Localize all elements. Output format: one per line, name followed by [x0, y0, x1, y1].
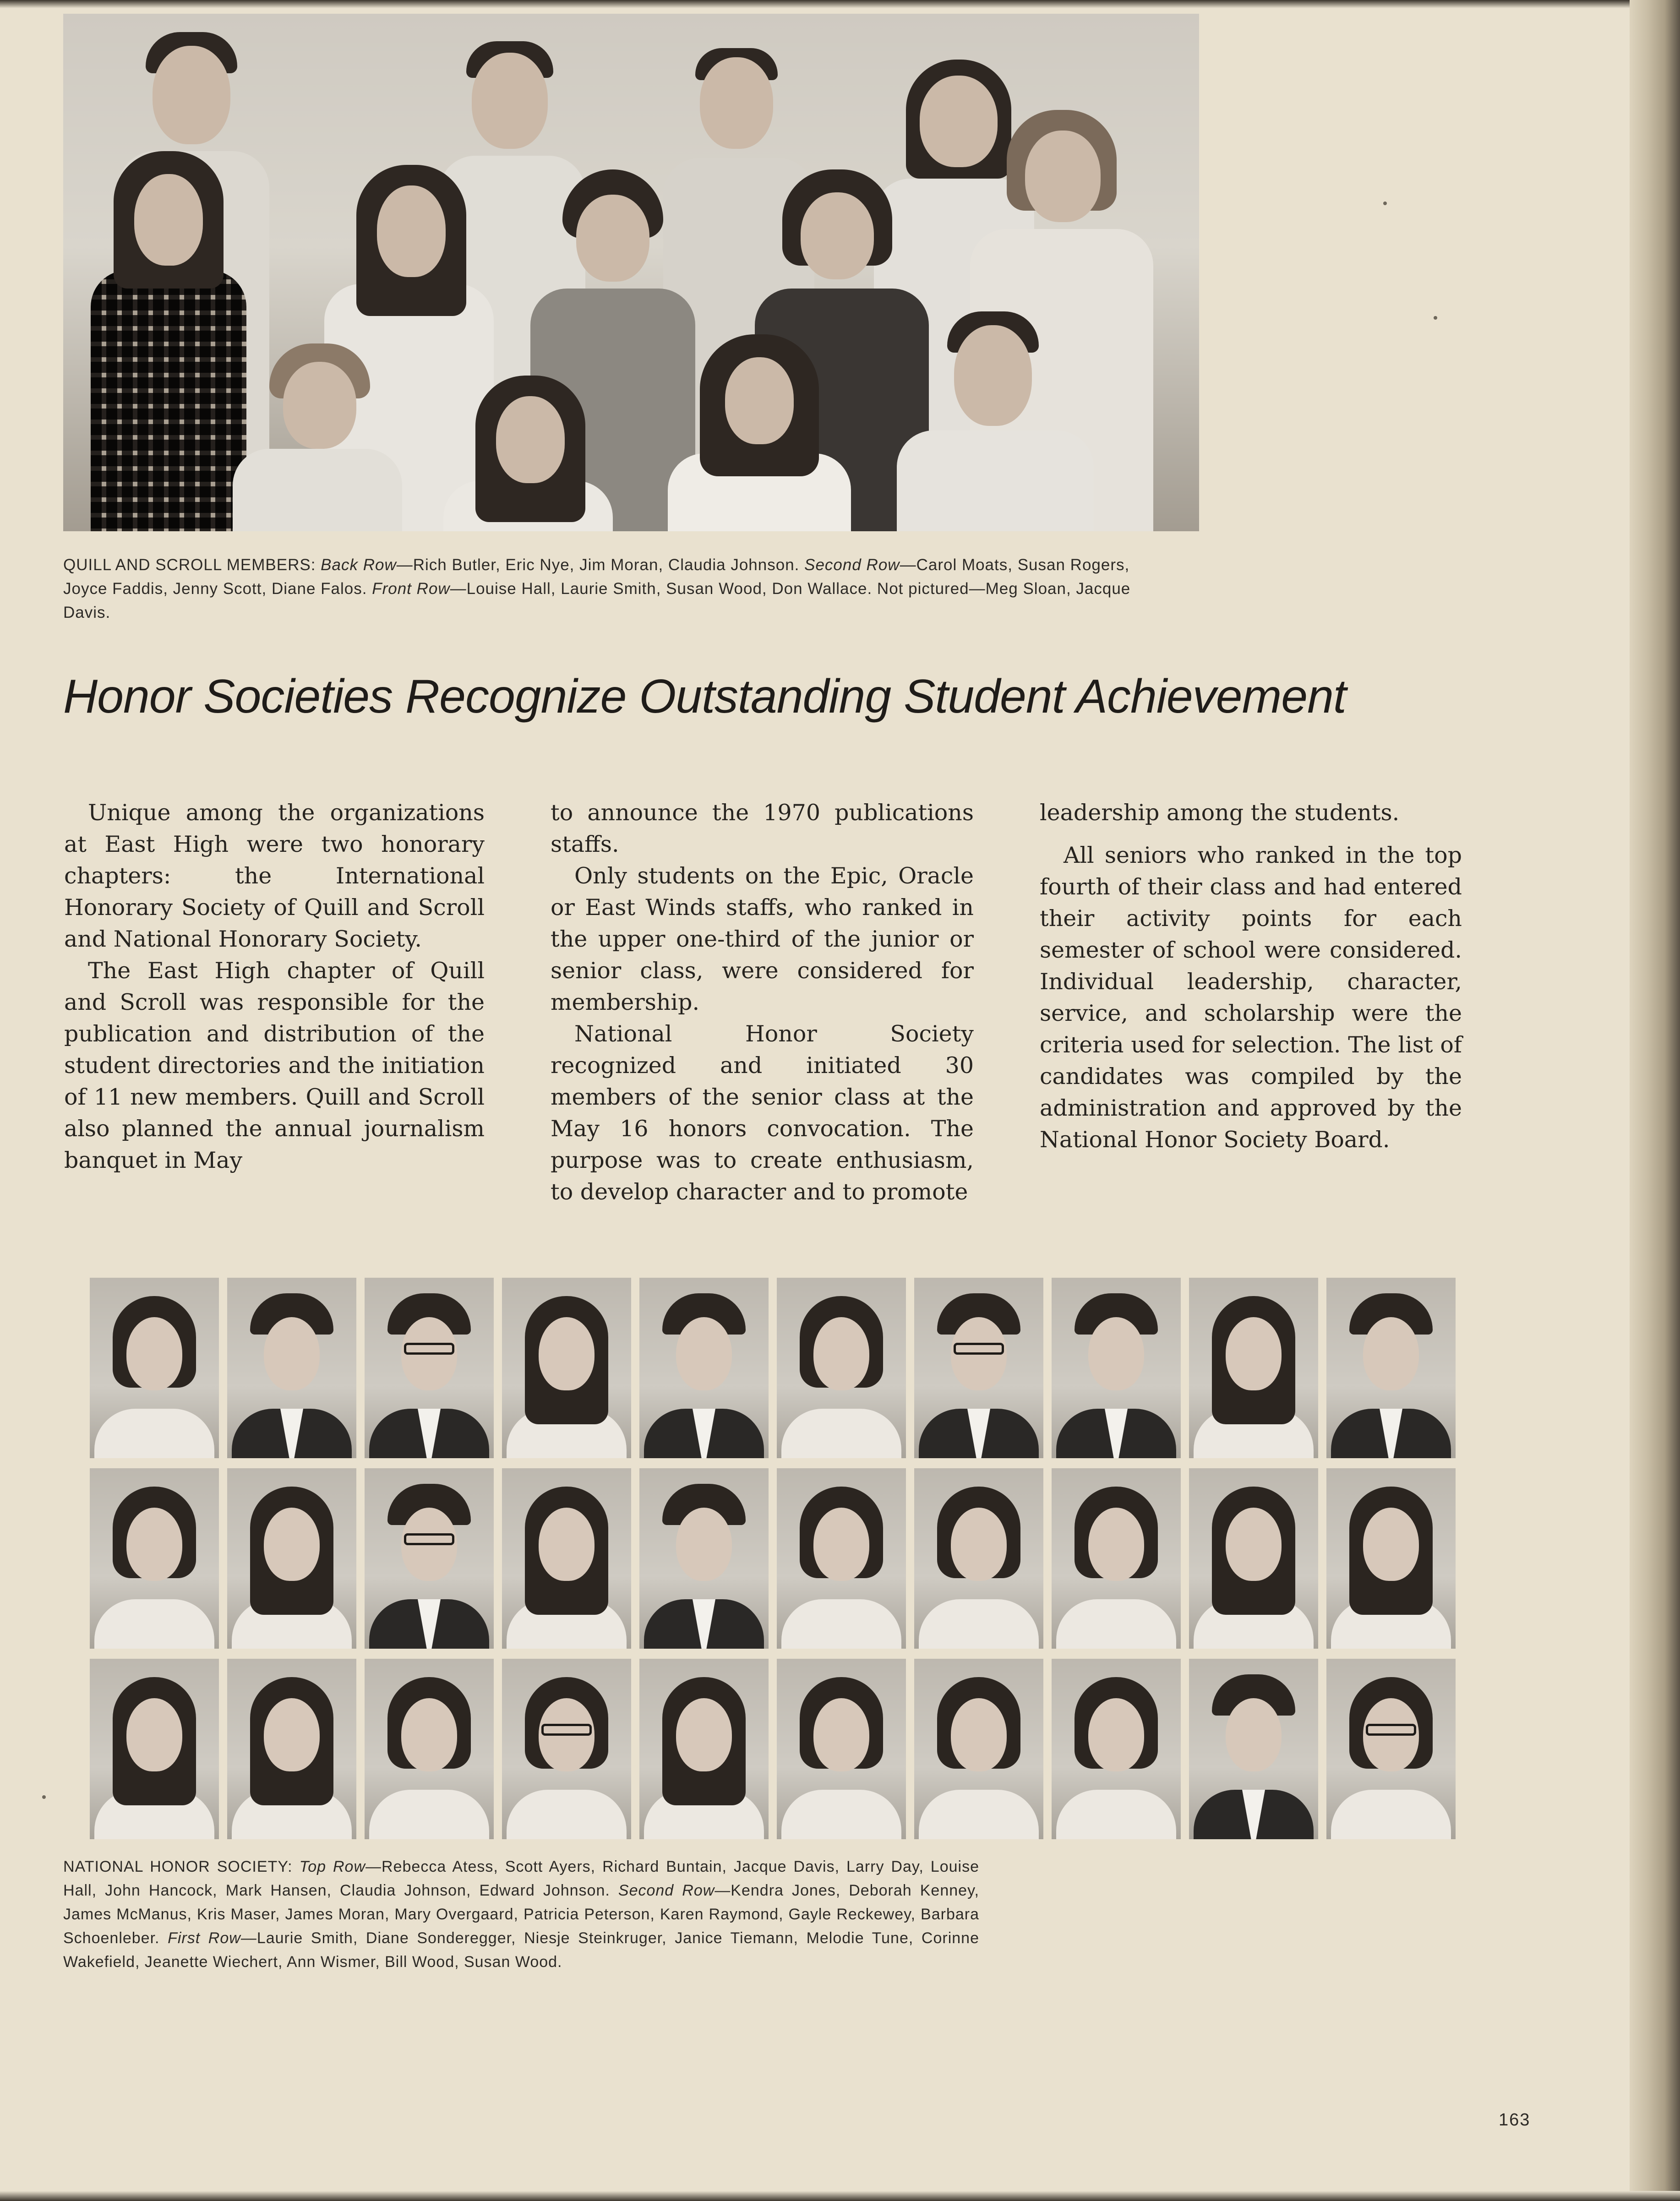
- portrait-shoulders: [369, 1790, 489, 1839]
- member-portrait: [914, 1659, 1043, 1839]
- member-portrait: [1052, 1659, 1181, 1839]
- article-column-2: [551, 797, 974, 1208]
- portrait-shoulders: [1331, 1790, 1451, 1839]
- portrait-face: [539, 1317, 595, 1390]
- portrait-face: [126, 1698, 182, 1771]
- portrait-face: [1363, 1317, 1419, 1390]
- paper-speck: [42, 1795, 46, 1799]
- portrait-face: [813, 1508, 869, 1581]
- portrait-shoulders: [919, 1790, 1039, 1839]
- top-row-label: Top Row: [299, 1858, 366, 1875]
- front-row-names: —Louise Hall, Laurie Smith, Susan Wood, Don Wallace. Not pictured—Meg Sloan, Jacque Davis.: [63, 580, 1131, 621]
- quill-and-scroll-group-photo: [63, 14, 1199, 531]
- article-paragraph: National Honor Society recognized and initiated 30 members of the senior class at the May 16 honors convocation. The purpose was to create enthusiasm, to develop character and to promote: [551, 1021, 974, 1205]
- member-portrait: [1326, 1659, 1456, 1839]
- article-headline: Honor Societies Recognize Outstanding Student Achievement: [63, 670, 1346, 723]
- portrait-face: [1226, 1698, 1282, 1771]
- portrait-glasses: [404, 1533, 454, 1545]
- portrait-face: [676, 1508, 732, 1581]
- member-portrait: [90, 1278, 219, 1458]
- article-column-3: [1040, 797, 1462, 1155]
- portrait-face: [126, 1508, 182, 1581]
- portrait-face: [951, 1508, 1007, 1581]
- caption-prefix: NATIONAL HONOR SOCIETY:: [63, 1858, 300, 1875]
- top-row-names: —Rebecca Atess, Scott Ayers, Richard Buntain, Jacque Davis, Larry Day, Louise Hall, John Hancock, Mark Hansen, Claudia Johnson, Edward Johnson.: [63, 1858, 979, 1899]
- member-portrait: [1189, 1659, 1318, 1839]
- portrait-face: [126, 1317, 182, 1390]
- portrait-face: [1088, 1698, 1144, 1771]
- member-portrait: [502, 1468, 631, 1649]
- member-portrait: [90, 1659, 219, 1839]
- first-row-label: First Row: [168, 1929, 241, 1947]
- portrait-face: [1088, 1508, 1144, 1581]
- portrait-shoulders: [1056, 1599, 1176, 1649]
- portrait-face: [264, 1698, 320, 1771]
- portrait-face: [951, 1698, 1007, 1771]
- second-row-label: Second Row: [804, 556, 900, 574]
- member-portrait: [365, 1659, 494, 1839]
- portrait-face: [264, 1317, 320, 1390]
- national-honor-society-portrait-grid: [90, 1278, 1461, 1832]
- article-paragraph: Unique among the organizations at East High were two honorary chapters: the International Honorary Society of Quill and Scroll and National Honorary Society.: [64, 800, 485, 952]
- member-portrait: [914, 1278, 1043, 1458]
- portrait-shoulders: [94, 1409, 214, 1458]
- article-column-1: [64, 797, 485, 1176]
- national-honor-society-caption: [63, 1855, 979, 1974]
- portrait-face: [676, 1698, 732, 1771]
- portrait-face: [264, 1508, 320, 1581]
- portrait-shoulders: [781, 1599, 901, 1649]
- member-portrait: [502, 1278, 631, 1458]
- page-spine-edge: [1630, 0, 1680, 2201]
- portrait-face: [401, 1698, 457, 1771]
- portrait-glasses: [1366, 1724, 1416, 1736]
- second-row-names: —Kendra Jones, Deborah Kenney, James McManus, Kris Maser, James Moran, Mary Overgaard, Patricia Peterson, Karen Raymond, Gayle Reckewey, Barbara Schoenleber.: [63, 1882, 979, 1947]
- article-paragraph: to announce the 1970 publications staffs.: [551, 800, 974, 857]
- paper-speck: [1434, 316, 1437, 320]
- portrait-face: [676, 1317, 732, 1390]
- portrait-glasses: [954, 1343, 1004, 1355]
- portrait-face: [1088, 1317, 1144, 1390]
- second-row-label: Second Row: [618, 1882, 715, 1899]
- portrait-shoulders: [94, 1599, 214, 1649]
- member-portrait: [365, 1278, 494, 1458]
- member-portrait: [777, 1659, 906, 1839]
- back-row-label: Back Row: [321, 556, 397, 574]
- article-paragraph: The East High chapter of Quill and Scroll was responsible for the publication and distribution of the student directories and the initiation of 11 new members. Quill and Scroll also planned the annual journalism banquet in May: [64, 958, 485, 1173]
- member-portrait: [227, 1278, 356, 1458]
- page-top-shadow: [0, 0, 1680, 8]
- front-row-label: Front Row: [372, 580, 450, 598]
- portrait-glasses: [541, 1724, 592, 1736]
- member-portrait: [1326, 1278, 1456, 1458]
- portrait-glasses: [404, 1343, 454, 1355]
- portrait-face: [1363, 1508, 1419, 1581]
- member-portrait: [1052, 1278, 1181, 1458]
- member-portrait: [90, 1468, 219, 1649]
- article-paragraph: leadership among the students.: [1040, 800, 1400, 826]
- member-portrait: [777, 1468, 906, 1649]
- back-row-names: —Rich Butler, Eric Nye, Jim Moran, Claudia Johnson.: [396, 556, 805, 574]
- caption-prefix: QUILL AND SCROLL MEMBERS:: [63, 556, 321, 574]
- portrait-shoulders: [1056, 1790, 1176, 1839]
- article-paragraph: Only students on the Epic, Oracle or East Winds staffs, who ranked in the upper one-third of the junior or senior class, were considered for membership.: [551, 863, 974, 1015]
- member-portrait: [1189, 1468, 1318, 1649]
- member-portrait: [1326, 1468, 1456, 1649]
- portrait-face: [813, 1698, 869, 1771]
- member-portrait: [502, 1659, 631, 1839]
- member-portrait: [914, 1468, 1043, 1649]
- portrait-shoulders: [507, 1790, 627, 1839]
- member-portrait: [227, 1468, 356, 1649]
- member-portrait: [777, 1278, 906, 1458]
- member-portrait: [639, 1468, 769, 1649]
- member-portrait: [227, 1659, 356, 1839]
- portrait-shoulders: [919, 1599, 1039, 1649]
- article-paragraph: All seniors who ranked in the top fourth of their class and had entered their activity points for each semester of school were considered. Individual leadership, character, service, and scholarship were the criteria used for selection. The list of candidates was compiled by the administration and approved by the National Honor Society Board.: [1040, 842, 1462, 1153]
- portrait-face: [1226, 1317, 1282, 1390]
- member-portrait: [1052, 1468, 1181, 1649]
- second-row-names: —Carol Moats, Susan Rogers, Joyce Faddis, Jenny Scott, Diane Falos.: [63, 556, 1130, 598]
- page-number: 163: [1499, 2110, 1531, 2130]
- first-row-names: —Laurie Smith, Diane Sonderegger, Niesje Steinkruger, Janice Tiemann, Melodie Tune, Corinne Wakefield, Jeanette Wiechert, Ann Wismer, Bill Wood, Susan Wood.: [63, 1929, 979, 1971]
- portrait-face: [539, 1508, 595, 1581]
- member-portrait: [639, 1278, 769, 1458]
- member-portrait: [365, 1468, 494, 1649]
- portrait-shoulders: [781, 1790, 901, 1839]
- paper-speck: [1383, 202, 1387, 205]
- quill-and-scroll-caption: [63, 553, 1176, 625]
- portrait-face: [813, 1317, 869, 1390]
- portrait-face: [1226, 1508, 1282, 1581]
- page-bottom-shadow: [0, 2191, 1680, 2201]
- portrait-shoulders: [781, 1409, 901, 1458]
- member-portrait: [1189, 1278, 1318, 1458]
- member-portrait: [639, 1659, 769, 1839]
